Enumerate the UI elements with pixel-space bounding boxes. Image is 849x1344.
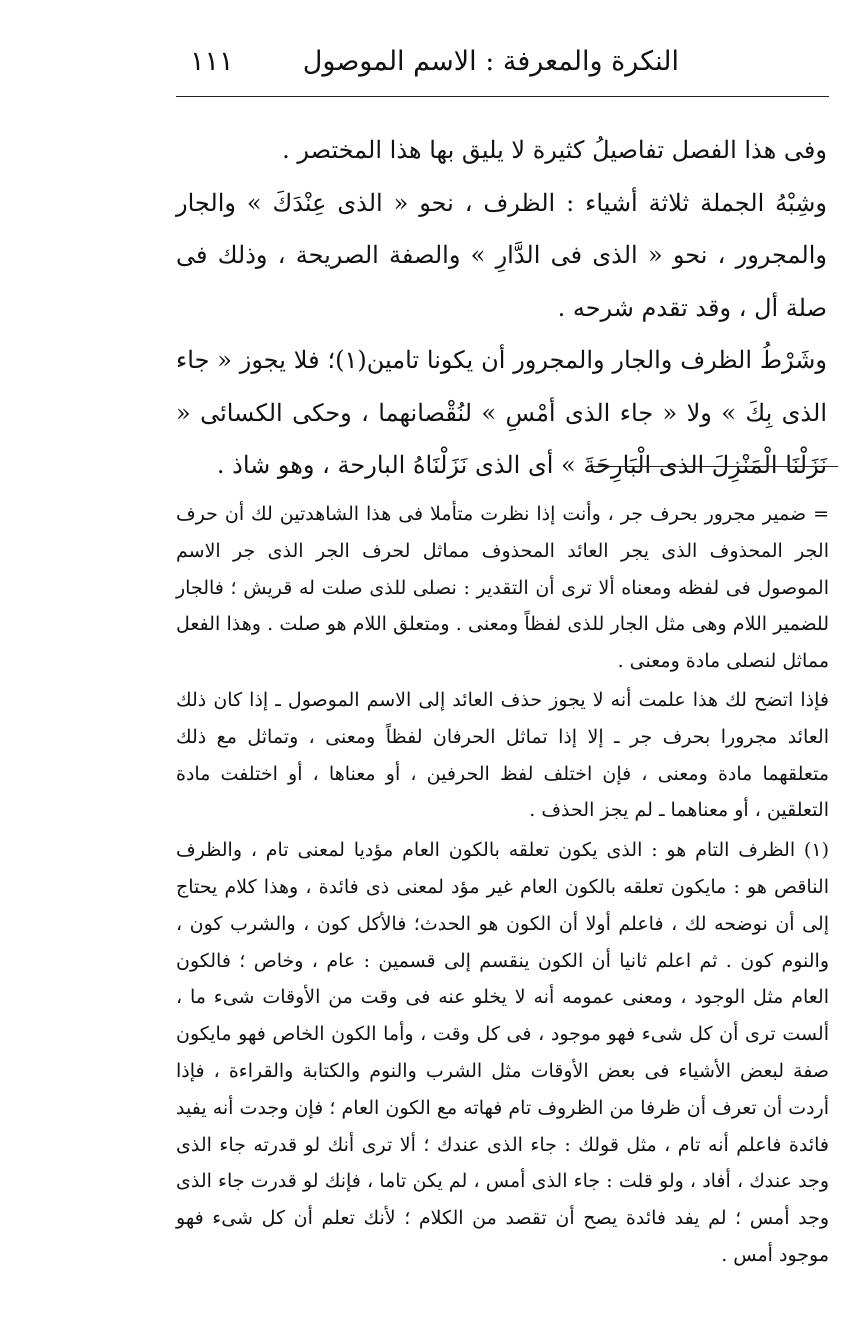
footnote-separator	[590, 466, 838, 467]
footnote-paragraph: فإذا اتضح لك هذا علمت أنه لا يجوز حذف العائد إلى الاسم الموصول ـ إذا كان ذلك العائد مجرورا بحرف جر ـ إلا إذا تماثل الحرفان لفظاً ومعنى ، وتماثل مع ذلك متعلقهما مادة ومعنى ، فإن اختلف لفظ الحرفين ، أو معناها ، أو اختلفت مادة التعلقين ، أو معناهما ـ لم يجز الحذف .	[176, 688, 829, 822]
footnote-1: (١) الظرف التام هو : الذى يكون تعلقه بالكون العام مؤديا لمعنى تام ، والظرف الناقص هو : مايكون تعلقه بالكون العام غير مؤد لمعنى ذى فائدة ، وهذا كلام يحتاج إلى أن نوضحه لك ، فاعلم أولا أن الكون هو الحدث؛ فالأكل كون ، والشرب كون ، والنوم كون . ثم اعلم ثانيا أن الكون ينقسم إلى قسمين : عام ، وخاص ؛ فالكون العام مثل الوجود ، ومعنى عمومه أنه لا يخلو عنه فى وقت من الأوقات شىء ما ، ألست ترى أن كل شىء فهو موجود ، فى كل وقت ، وأما الكون الخاص فهو مايكون صفة لبعض الأشياء فى بعض الأوقات مثل الشرب والنوم والكتابة والقراءة ، فإذا أردت أن تعرف أن ظرفا من الظروف تام فهاته مع الكون العام ؛ فإن وجدت أنه يفيد فائدة فاعلم أنه تام ، مثل قولك : جاء الذى عندك ؛ ألا ترى أنك لو قدرته جاء الذى وجد عندك ، أفاد ، ولو قلت : جاء الذى أمس ، لم يكن تاما ، فإنك لو قدرت جاء الذى وجد أمس ؛ لم يفد فائدة يصح أن تقصد من الكلام ؛ لأنك تعلم أن كل شىء فهو موجود أمس .	[176, 839, 829, 1266]
footnotes	[176, 496, 829, 1274]
running-title: النكرة والمعرفة : الاسم الموصول	[302, 46, 679, 77]
paragraph: وشِبْهُ الجملة ثلاثة أشياء : الظرف ، نحو « الذى عِنْدَكَ » والجار والمجرور ، نحو « الذى فى الدَّارِ » والصفة الصريحة ، وذلك فى صلة أل ، وقد تقدم شرحه .	[176, 188, 827, 322]
paragraph: وفى هذا الفصل تفاصيلُ كثيرة لا يليق بها هذا المختصر .	[282, 136, 827, 164]
paragraph: وشَرْطُ الظرف والجار والمجرور أن يكونا تامين(١)؛ فلا يجوز « جاء الذى بِكَ » ولا « جاء الذى أمْسِ » لنُقْصانهما ، وحكى الكسائى « نَزَلْنَا الْمَنْزِلَ الذى الْبَارِحَةَ » أى الذى نَزَلْنَاهُ البارحة ، وهو شاذ .	[176, 346, 828, 479]
footnote-continuation: = ضمير مجرور بحرف جر ، وأنت إذا نظرت متأملا فى هذا الشاهدتين لك أن حرف الجر المحذوف الذى يجر العائد المحذوف مماثل لحرف الجر الذى جر الاسم الموصول فى لفظه ومعناه ألا ترى أن التقدير : نصلى للذى صلت له قريش ؛ فالجار للضمير اللام وهى مثل الجار للذى لفظاً ومعنى . ومتعلق اللام هو صلت . وهذا الفعل مماثل لنصلى مادة ومعنى .	[176, 503, 829, 673]
page-number: ١١١	[190, 46, 234, 77]
main-text	[176, 124, 827, 492]
page-header	[176, 38, 829, 97]
